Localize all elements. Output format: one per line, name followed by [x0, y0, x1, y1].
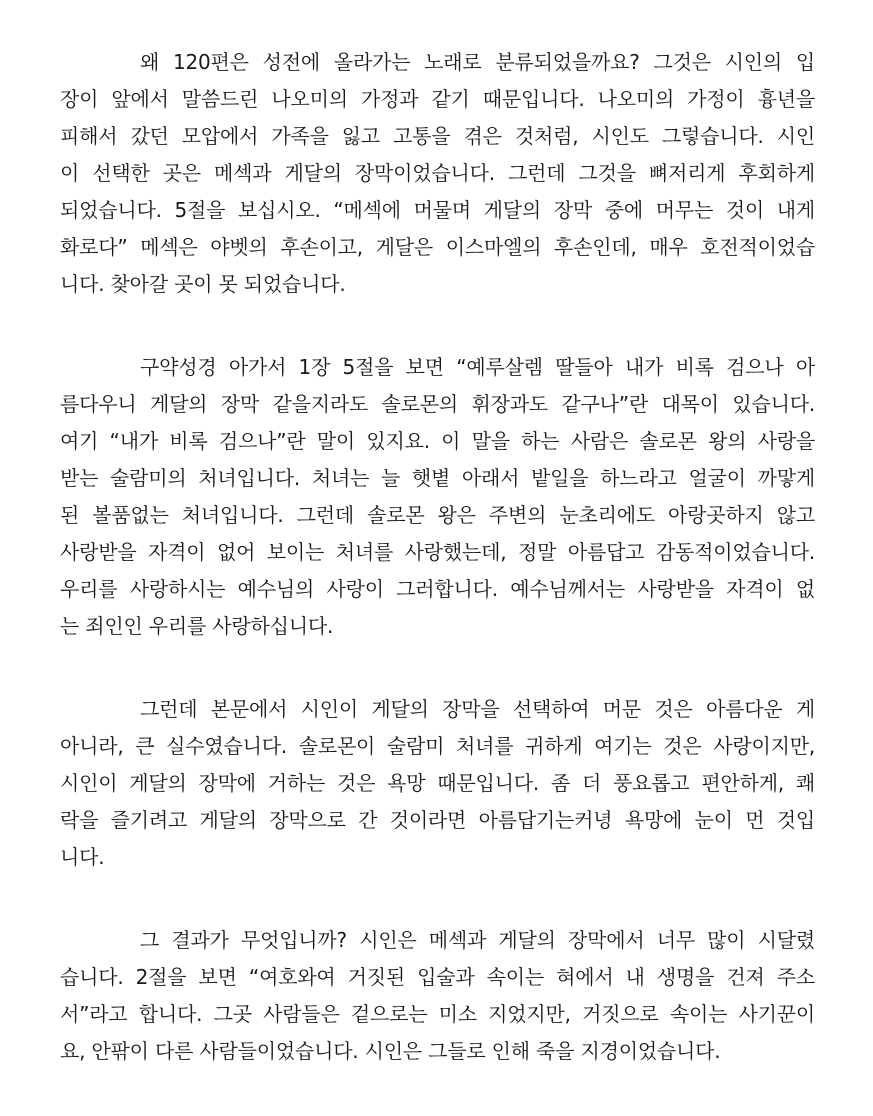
text-line: 락을 즐기려고 게달의 장막으로 간 것이라면 아름답기는커녕 욕망에 눈이 먼 것입	[60, 808, 815, 832]
text-line: 그런데 본문에서 시인이 게달의 장막을 선택하여 머문 것은 아름다운 게	[140, 697, 815, 721]
text-line: 여기 “내가 비록 검으나”란 말이 있지요. 이 말을 하는 사람은 솔로몬 왕의 사랑을	[60, 429, 815, 453]
text-line: 름다우니 게달의 장막 같을지라도 솔로몬의 휘장과도 같구나”란 대목이 있습니다.	[60, 392, 815, 416]
text-line: 니다.	[60, 845, 105, 869]
paragraph-4	[60, 922, 815, 1070]
text-line: 시인이 게달의 장막에 거하는 것은 욕망 때문입니다. 좀 더 풍요롭고 편안하게, 쾌	[60, 771, 815, 795]
text-line: 받는 술람미의 처녀입니다. 처녀는 늘 햇볕 아래서 밭일을 하느라고 얼굴이 까맣게	[60, 466, 815, 490]
text-line: 된 볼품없는 처녀입니다. 그런데 솔로몬 왕은 주변의 눈초리에도 아랑곳하지 않고	[60, 503, 815, 527]
document-page	[60, 44, 815, 1116]
paragraph-2	[60, 349, 815, 645]
text-line: 왜 120편은 성전에 올라가는 노래로 분류되었을까요? 그것은 시인의 입	[140, 50, 815, 74]
text-line: 장이 앞에서 말씀드린 나오미의 가정과 같기 때문입니다. 나오미의 가정이 흉년을	[60, 87, 815, 111]
paragraph-3	[60, 691, 815, 876]
text-line: 화로다” 메섹은 야벳의 후손이고, 게달은 이스마엘의 후손인데, 매우 호전적이었습	[60, 235, 815, 259]
text-line: 니다. 찾아갈 곳이 못 되었습니다.	[60, 272, 346, 296]
text-line: 피해서 갔던 모압에서 가족을 잃고 고통을 겪은 것처럼, 시인도 그렇습니다. 시인	[60, 124, 815, 148]
text-line: 아니라, 큰 실수였습니다. 솔로몬이 술람미 처녀를 귀하게 여기는 것은 사랑이지만,	[60, 734, 815, 758]
paragraph-1	[60, 44, 815, 303]
text-line: 구약성경 아가서 1장 5절을 보면 “예루살렘 딸들아 내가 비록 검으나 아	[140, 355, 815, 379]
text-line: 되었습니다. 5절을 보십시오. “메섹에 머물며 게달의 장막 중에 머무는 것이 내게	[60, 198, 815, 222]
text-line: 요, 안팎이 다른 사람들이었습니다. 시인은 그들로 인해 죽을 지경이었습니다.	[60, 1039, 721, 1063]
text-line: 사랑받을 자격이 없어 보이는 처녀를 사랑했는데, 정말 아름답고 감동적이었습니다.	[60, 540, 815, 564]
text-line: 서”라고 합니다. 그곳 사람들은 겉으로는 미소 지었지만, 거짓으로 속이는 사기꾼이	[60, 1002, 815, 1026]
text-line: 우리를 사랑하시는 예수님의 사랑이 그러합니다. 예수님께서는 사랑받을 자격이 없	[60, 577, 815, 601]
text-line: 그 결과가 무엇입니까? 시인은 메섹과 게달의 장막에서 너무 많이 시달렸	[140, 928, 815, 952]
text-line: 는 죄인인 우리를 사랑하십니다.	[60, 614, 334, 638]
text-line: 이 선택한 곳은 메섹과 게달의 장막이었습니다. 그런데 그것을 뼈저리게 후회하게	[60, 161, 815, 185]
text-line: 습니다. 2절을 보면 “여호와여 거짓된 입술과 속이는 혀에서 내 생명을 건져 주소	[60, 965, 815, 989]
